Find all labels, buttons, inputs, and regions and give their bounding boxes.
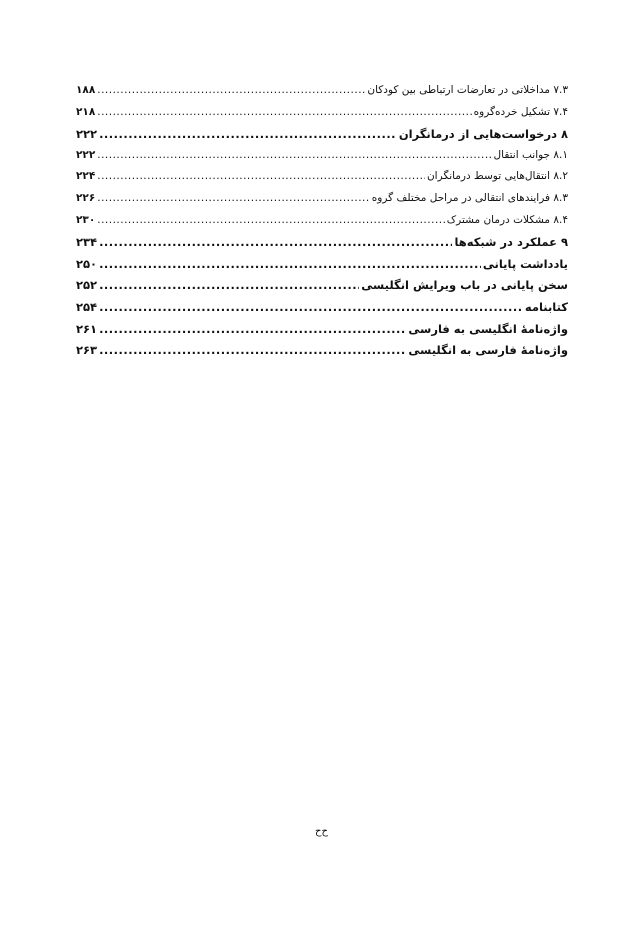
toc-entry-title: ۸ درخواست‌هایی از درمانگران: [398, 127, 568, 142]
toc-entry[interactable]: [76, 322, 568, 344]
toc-entry-title: ۷.۴ تشکیل خرده‌گروه: [473, 105, 568, 118]
toc-entry[interactable]: [76, 149, 568, 171]
toc-entry-page: ۲۲۴: [76, 170, 96, 183]
toc-entry[interactable]: [76, 127, 568, 149]
dot-leader: [99, 322, 406, 336]
dot-leader: [97, 170, 425, 182]
table-of-contents: [76, 84, 568, 365]
dot-leader: [99, 300, 523, 314]
toc-entry[interactable]: [76, 235, 568, 257]
toc-entry-page: ۲۱۸: [76, 105, 96, 118]
dot-leader: [99, 278, 359, 292]
toc-entry[interactable]: [76, 214, 568, 236]
toc-entry-title: ۸.۴ مشکلات درمان مشترک: [446, 213, 568, 226]
toc-entry-page: ۱۸۸: [76, 84, 96, 96]
toc-entry[interactable]: [76, 170, 568, 192]
toc-entry-page: ۲۶۱: [76, 321, 98, 336]
toc-entry-page: ۲۲۲: [76, 127, 98, 142]
toc-entry-page: ۲۵۴: [76, 299, 98, 314]
toc-entry-title: کتابنامه: [524, 299, 568, 314]
toc-entry-page: ۲۶۳: [76, 343, 98, 358]
dot-leader: [97, 106, 471, 118]
dot-leader: [97, 192, 370, 204]
toc-entry-title: واژه‌نامهٔ فارسی به انگلیسی: [408, 343, 568, 358]
dot-leader: [99, 343, 406, 357]
toc-entry-page: ۲۵۲: [76, 278, 98, 293]
toc-entry[interactable]: [76, 106, 568, 128]
toc-entry-page: ۲۲۶: [76, 191, 96, 204]
toc-entry-title: ۸.۳ فرایندهای انتقالی در مراحل مختلف گروه: [371, 191, 568, 204]
toc-entry[interactable]: [76, 278, 568, 300]
toc-entry-title: ۹ عملکرد در شبکه‌ها: [454, 235, 568, 250]
toc-entry-page: ۲۳۰: [76, 213, 96, 226]
toc-entry[interactable]: [76, 343, 568, 365]
dot-leader: [99, 235, 452, 249]
dot-leader: [97, 149, 491, 161]
dot-leader: [99, 257, 481, 271]
dot-leader: [97, 214, 445, 226]
toc-entry-title: ۸.۲ انتقال‌هایی توسط درمانگران: [426, 170, 568, 183]
toc-entry-page: ۲۲۲: [76, 148, 96, 161]
dot-leader: [99, 127, 397, 141]
page-number: ح‌ح: [315, 826, 328, 837]
toc-entry-title: ۸.۱ جوانب انتقال: [493, 148, 568, 161]
toc-entry[interactable]: [76, 192, 568, 214]
toc-entry-title: ۷.۳ مداخلاتی در تعارضات ارتباطی بین کودکان: [367, 84, 568, 96]
dot-leader: [97, 84, 365, 96]
toc-entry[interactable]: [76, 257, 568, 279]
toc-entry[interactable]: [76, 300, 568, 322]
toc-entry[interactable]: [76, 84, 568, 106]
toc-entry-page: ۲۳۴: [76, 235, 98, 250]
toc-entry-title: یادداشت پایانی: [482, 256, 568, 271]
toc-entry-page: ۲۵۰: [76, 256, 98, 271]
toc-entry-title: سخن پایانی در باب ویرایش انگلیسی: [361, 278, 568, 293]
toc-entry-title: واژه‌نامهٔ انگلیسی به فارسی: [408, 321, 568, 336]
